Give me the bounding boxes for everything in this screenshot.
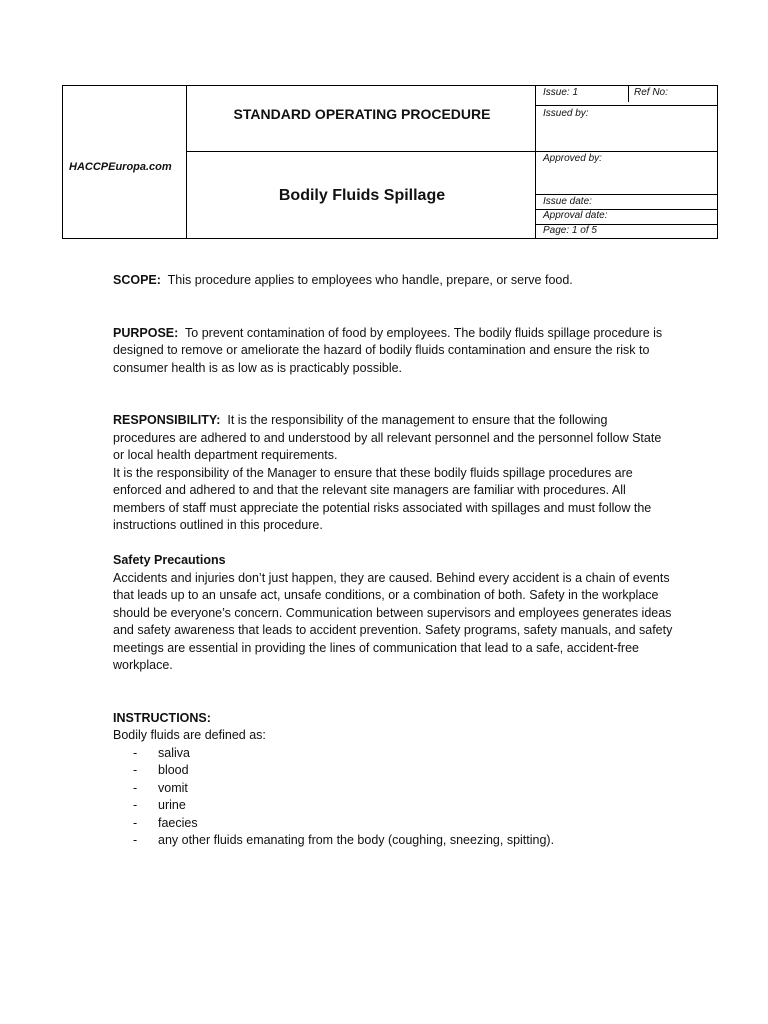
table-divider (535, 105, 717, 106)
approval-date-field: Approval date: (543, 210, 608, 221)
sop-label: STANDARD OPERATING PROCEDURE (233, 106, 491, 122)
issue-date-field: Issue date: (543, 196, 592, 207)
responsibility-label: RESPONSIBILITY: (113, 413, 221, 427)
document-title: Bodily Fluids Spillage (278, 187, 446, 204)
document-body (113, 272, 673, 850)
list-item: - faecies (133, 815, 198, 830)
bodily-fluids-list (113, 745, 673, 850)
instructions-intro: Bodily fluids are defined as: (113, 728, 266, 742)
safety-heading: Safety Precautions (113, 553, 226, 567)
purpose-text: To prevent contamination of food by employees. The bodily fluids spillage procedure is designed to remove or ameliorate the hazard of bodily fluids contamination and ensure the risk to consumer health is as low as is practicably possible. (113, 325, 663, 375)
list-item: - blood (133, 763, 189, 777)
list-item: - urine (133, 798, 186, 812)
table-divider (186, 151, 717, 152)
scope-label: SCOPE: (113, 273, 161, 287)
sop-header-table (62, 85, 718, 239)
list-item: - vomit (133, 780, 188, 795)
list-item: - saliva (133, 745, 190, 760)
approved-by-field: Approved by: (543, 153, 602, 164)
table-divider (628, 86, 629, 102)
instructions-heading: INSTRUCTIONS: (113, 710, 211, 725)
purpose-paragraph (113, 325, 673, 378)
responsibility-text: It is the responsibility of the management to ensure that the following procedures are adhered to and understood by all relevant personnel and the personnel follow State or local health department requirements. (113, 413, 662, 462)
page-number: Page: 1 of 5 (543, 225, 597, 236)
ref-no-field: Ref No: (634, 87, 668, 98)
organization-name: HACCPEuropa.com (69, 161, 172, 173)
responsibility-paragraph-2: It is the responsibility of the Manager to ensure that these bodily fluids spillage procedures are enforced and adhered to and that the relevant site managers are familiar with procedures. All members of staff must appreciate the potential risks associated with spillages and must follow the instructions outlined in this procedure. (113, 465, 652, 532)
scope-text: This procedure applies to employees who handle, prepare, or serve food. (167, 273, 573, 287)
list-item: - any other fluids emanating from the body (coughing, sneezing, spitting). (133, 833, 555, 847)
scope-paragraph (113, 272, 673, 290)
purpose-label: PURPOSE: (113, 325, 179, 340)
issue-number: Issue: 1 (543, 87, 579, 98)
table-divider (535, 194, 717, 195)
safety-paragraph: Accidents and injuries don’t just happen, they are caused. Behind every accident is a chain of events that leads up to an unsafe act, unsafe conditions, or a combination of both. Safety in the workplace should be everyone’s concern. Communication between supervisors and employees generates ideas and safety awareness that leads to accident prevention. Safety programs, safety manuals, and safety meetings are essential in providing the lines of communication that lead to a safe, accident-free workplace. (113, 570, 673, 672)
responsibility-paragraph (113, 412, 673, 465)
issued-by-field: Issued by: (543, 108, 589, 119)
